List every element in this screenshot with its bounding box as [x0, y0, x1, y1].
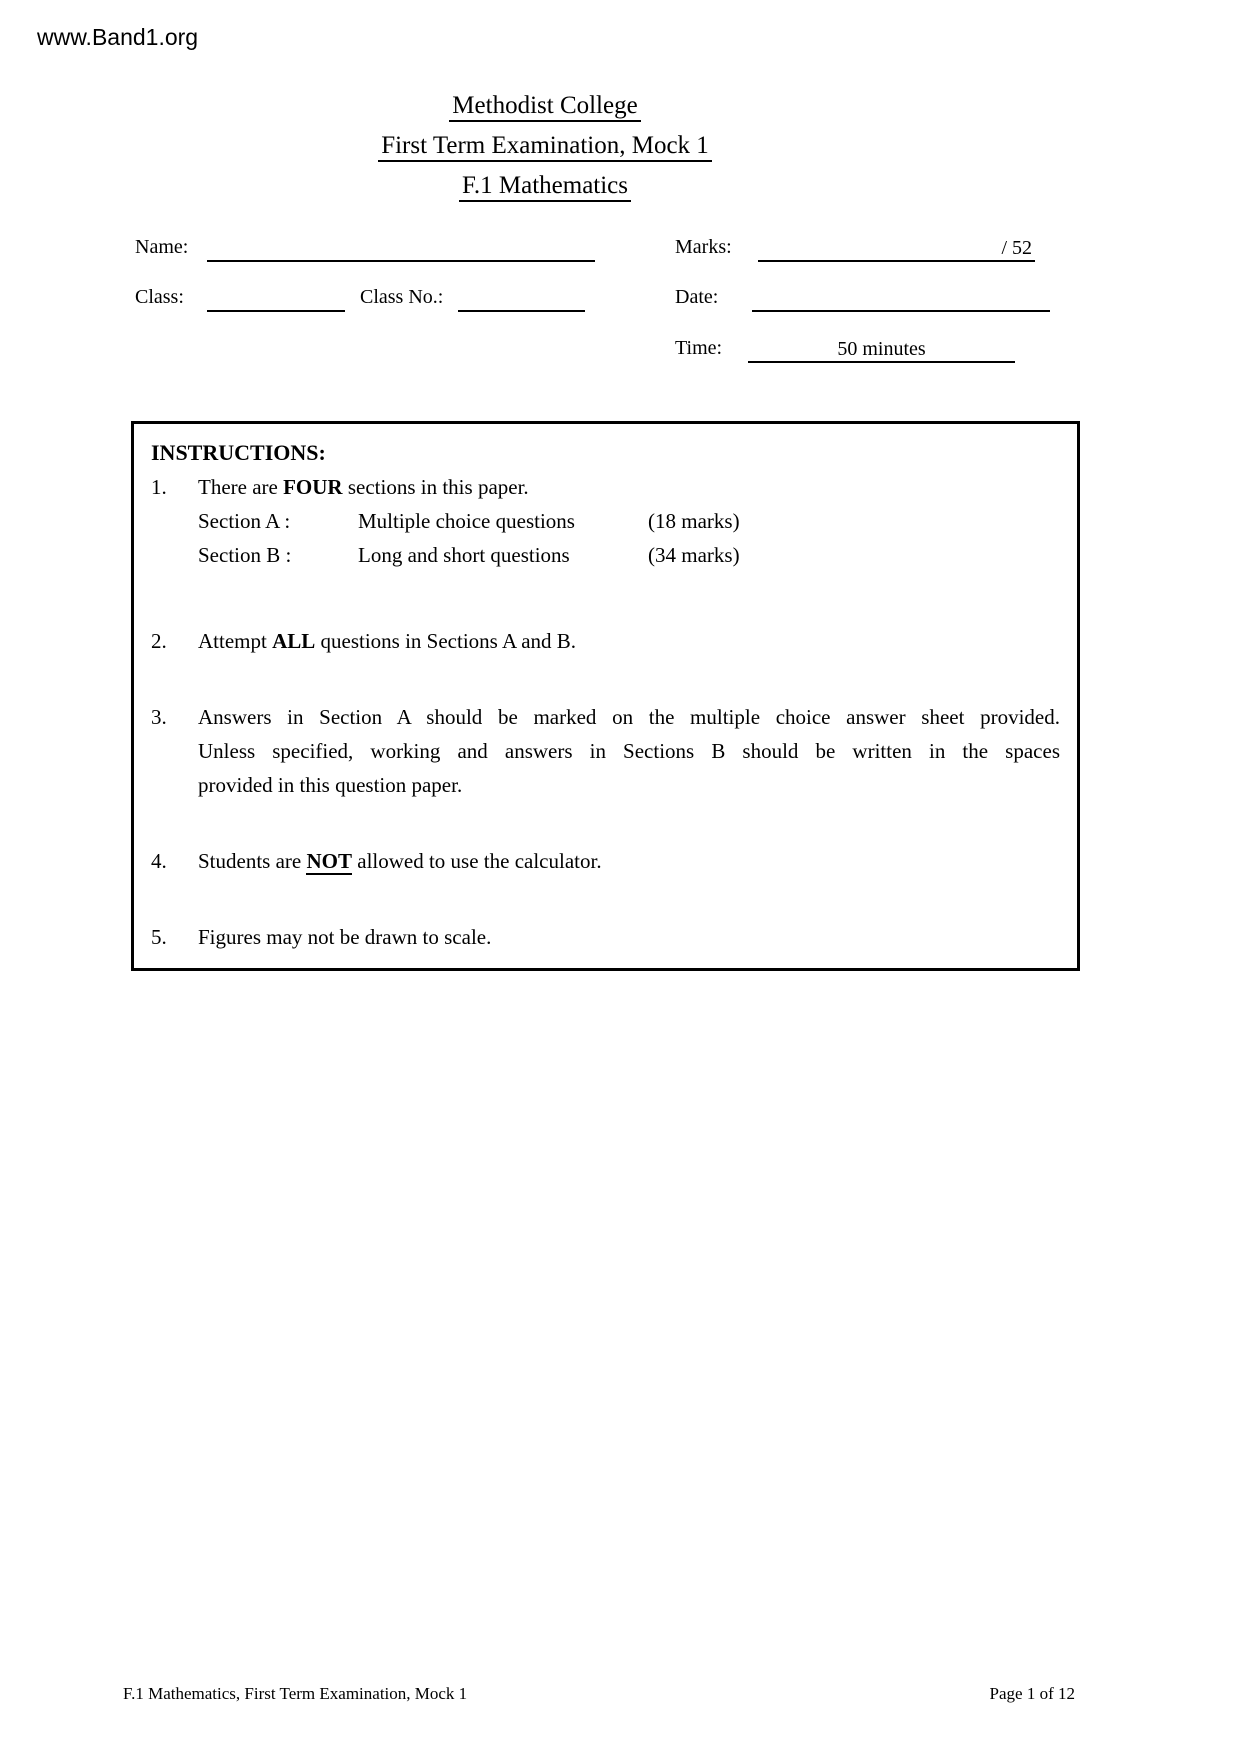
- instruction-segment: provided in this question paper.: [198, 773, 463, 797]
- instruction-segment: Students are: [198, 849, 307, 873]
- exam-name-text: First Term Examination, Mock 1: [378, 132, 712, 162]
- instruction-column: Long and short questions: [358, 543, 570, 567]
- instruction-segment: Unless specified, working and answers in Sections B should be written in the spaces: [198, 739, 1060, 763]
- instruction-number: 2.: [151, 629, 167, 653]
- instruction-item: [151, 470, 1060, 572]
- instructions-list: [151, 470, 1060, 954]
- instruction-line: [198, 700, 1060, 734]
- subject-name: [0, 166, 1090, 206]
- school-name-text: Methodist College: [449, 92, 640, 122]
- instruction-segment: ALL: [272, 629, 316, 653]
- instruction-line: [198, 624, 1060, 658]
- time-value: 50 minutes: [837, 338, 926, 360]
- instruction-item: [151, 920, 1060, 954]
- instruction-item: [151, 700, 1060, 802]
- instruction-line: [198, 504, 1060, 538]
- instruction-line: [198, 734, 1060, 768]
- date-blank-line: [752, 285, 1050, 312]
- instruction-text: [198, 700, 1060, 802]
- subject-name-text: F.1 Mathematics: [459, 172, 631, 202]
- instruction-column: (34 marks): [648, 543, 740, 567]
- marks-total: / 52: [1001, 237, 1032, 259]
- exam-title-block: [0, 86, 1090, 206]
- instructions-heading: INSTRUCTIONS:: [151, 440, 326, 465]
- page-footer: [123, 1683, 1075, 1705]
- time-blank-line: [748, 336, 1015, 363]
- footer-page-number: Page 1 of 12: [989, 1684, 1075, 1703]
- school-name: [0, 86, 1090, 126]
- marks-blank-line: [758, 235, 1035, 262]
- instruction-segment: Attempt: [198, 629, 273, 653]
- instructions-box: [131, 421, 1080, 971]
- instruction-segment: allowed to use the calculator.: [352, 849, 602, 873]
- instruction-line: [198, 538, 1060, 572]
- class-blank-line: [207, 285, 345, 312]
- instruction-segment: sections in this paper.: [342, 475, 529, 499]
- instruction-segment: FOUR: [283, 475, 343, 499]
- instruction-number: 3.: [151, 705, 167, 729]
- instruction-segment: NOT: [306, 849, 352, 873]
- instruction-text: [198, 920, 1060, 954]
- footer-document-title: F.1 Mathematics, First Term Examination, Mock 1: [123, 1684, 468, 1703]
- name-blank-line: [207, 235, 595, 262]
- instruction-number: 1.: [151, 475, 167, 499]
- instruction-item: [151, 624, 1060, 658]
- date-label: Date:: [675, 286, 719, 308]
- instruction-segment: questions in Sections A and B.: [315, 629, 577, 653]
- instruction-line: [198, 920, 1060, 954]
- marks-label: Marks:: [675, 236, 732, 258]
- instruction-number: 4.: [151, 849, 167, 873]
- instruction-column: Section A :: [198, 509, 291, 533]
- instruction-item: [151, 844, 1060, 878]
- site-watermark: www.Band1.org: [37, 24, 199, 50]
- exam-name: [0, 126, 1090, 166]
- class-label: Class:: [135, 286, 184, 308]
- class-no-blank-line: [458, 285, 585, 312]
- instruction-segment: Figures may not be drawn to scale.: [198, 925, 492, 949]
- instruction-text: [198, 844, 1060, 878]
- instruction-line: [198, 844, 1060, 878]
- instruction-text: [198, 470, 1060, 572]
- instruction-segment: Answers in Section A should be marked on the multiple choice answer sheet provided.: [198, 705, 1060, 729]
- instruction-line: [198, 470, 1060, 504]
- instruction-line: [198, 768, 1060, 802]
- instruction-column: Multiple choice questions: [358, 509, 575, 533]
- name-label: Name:: [135, 236, 189, 258]
- instruction-column: Section B :: [198, 543, 292, 567]
- instruction-text: [198, 624, 1060, 658]
- instruction-segment: There are: [198, 475, 284, 499]
- class-no-label: Class No.:: [360, 286, 444, 308]
- time-label: Time:: [675, 337, 723, 359]
- instruction-column: (18 marks): [648, 509, 740, 533]
- instruction-number: 5.: [151, 925, 167, 949]
